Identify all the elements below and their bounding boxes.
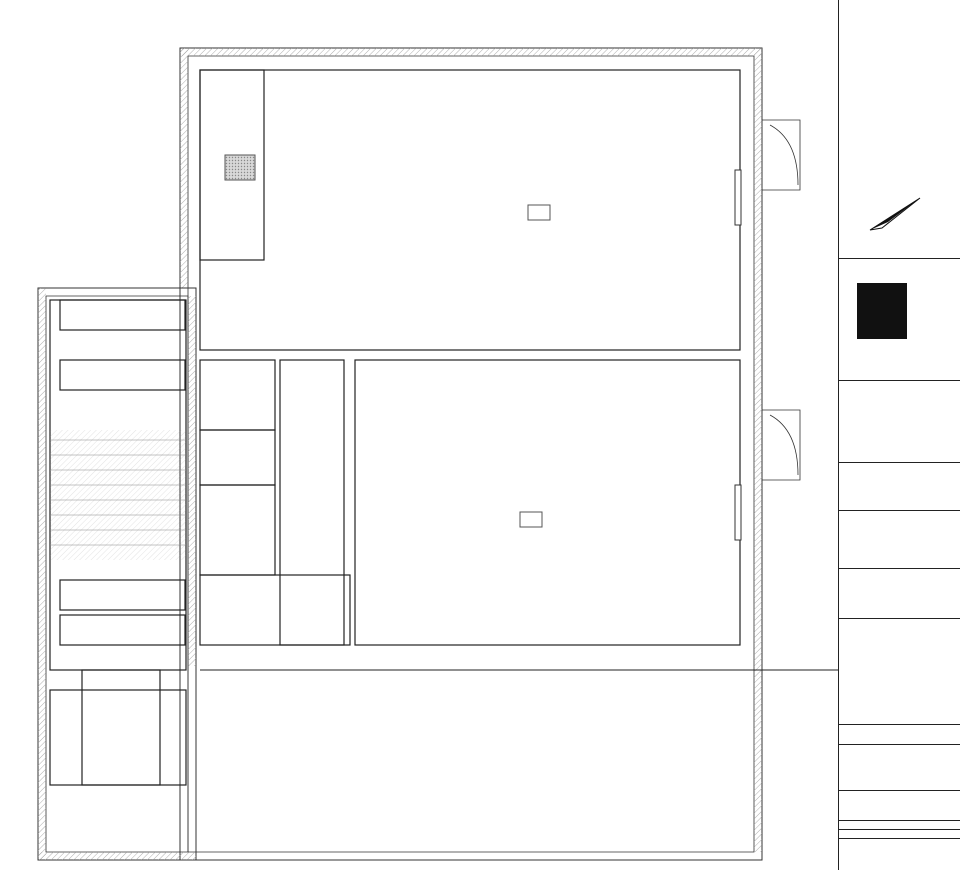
screen-placeholder-2 [735,485,741,540]
doors [762,120,800,480]
scale [839,820,960,829]
phase [839,568,960,618]
stair-hatch [50,430,186,560]
changes [839,724,960,744]
projector-1 [528,205,550,220]
designers [839,618,960,706]
date [839,829,960,838]
vent-grille [225,155,255,180]
screen-placeholder-1 [735,170,741,225]
copyright [839,838,960,870]
investor [839,510,960,568]
ceiling-type-spec [295,688,830,698]
projector-2 [520,512,542,527]
archicon-logo [857,283,907,339]
room-outlines [50,70,740,785]
investment-name [839,380,960,462]
title-block [838,0,960,870]
drawing-number [839,790,960,820]
drawing-name [839,744,960,790]
investment-address [839,462,960,510]
